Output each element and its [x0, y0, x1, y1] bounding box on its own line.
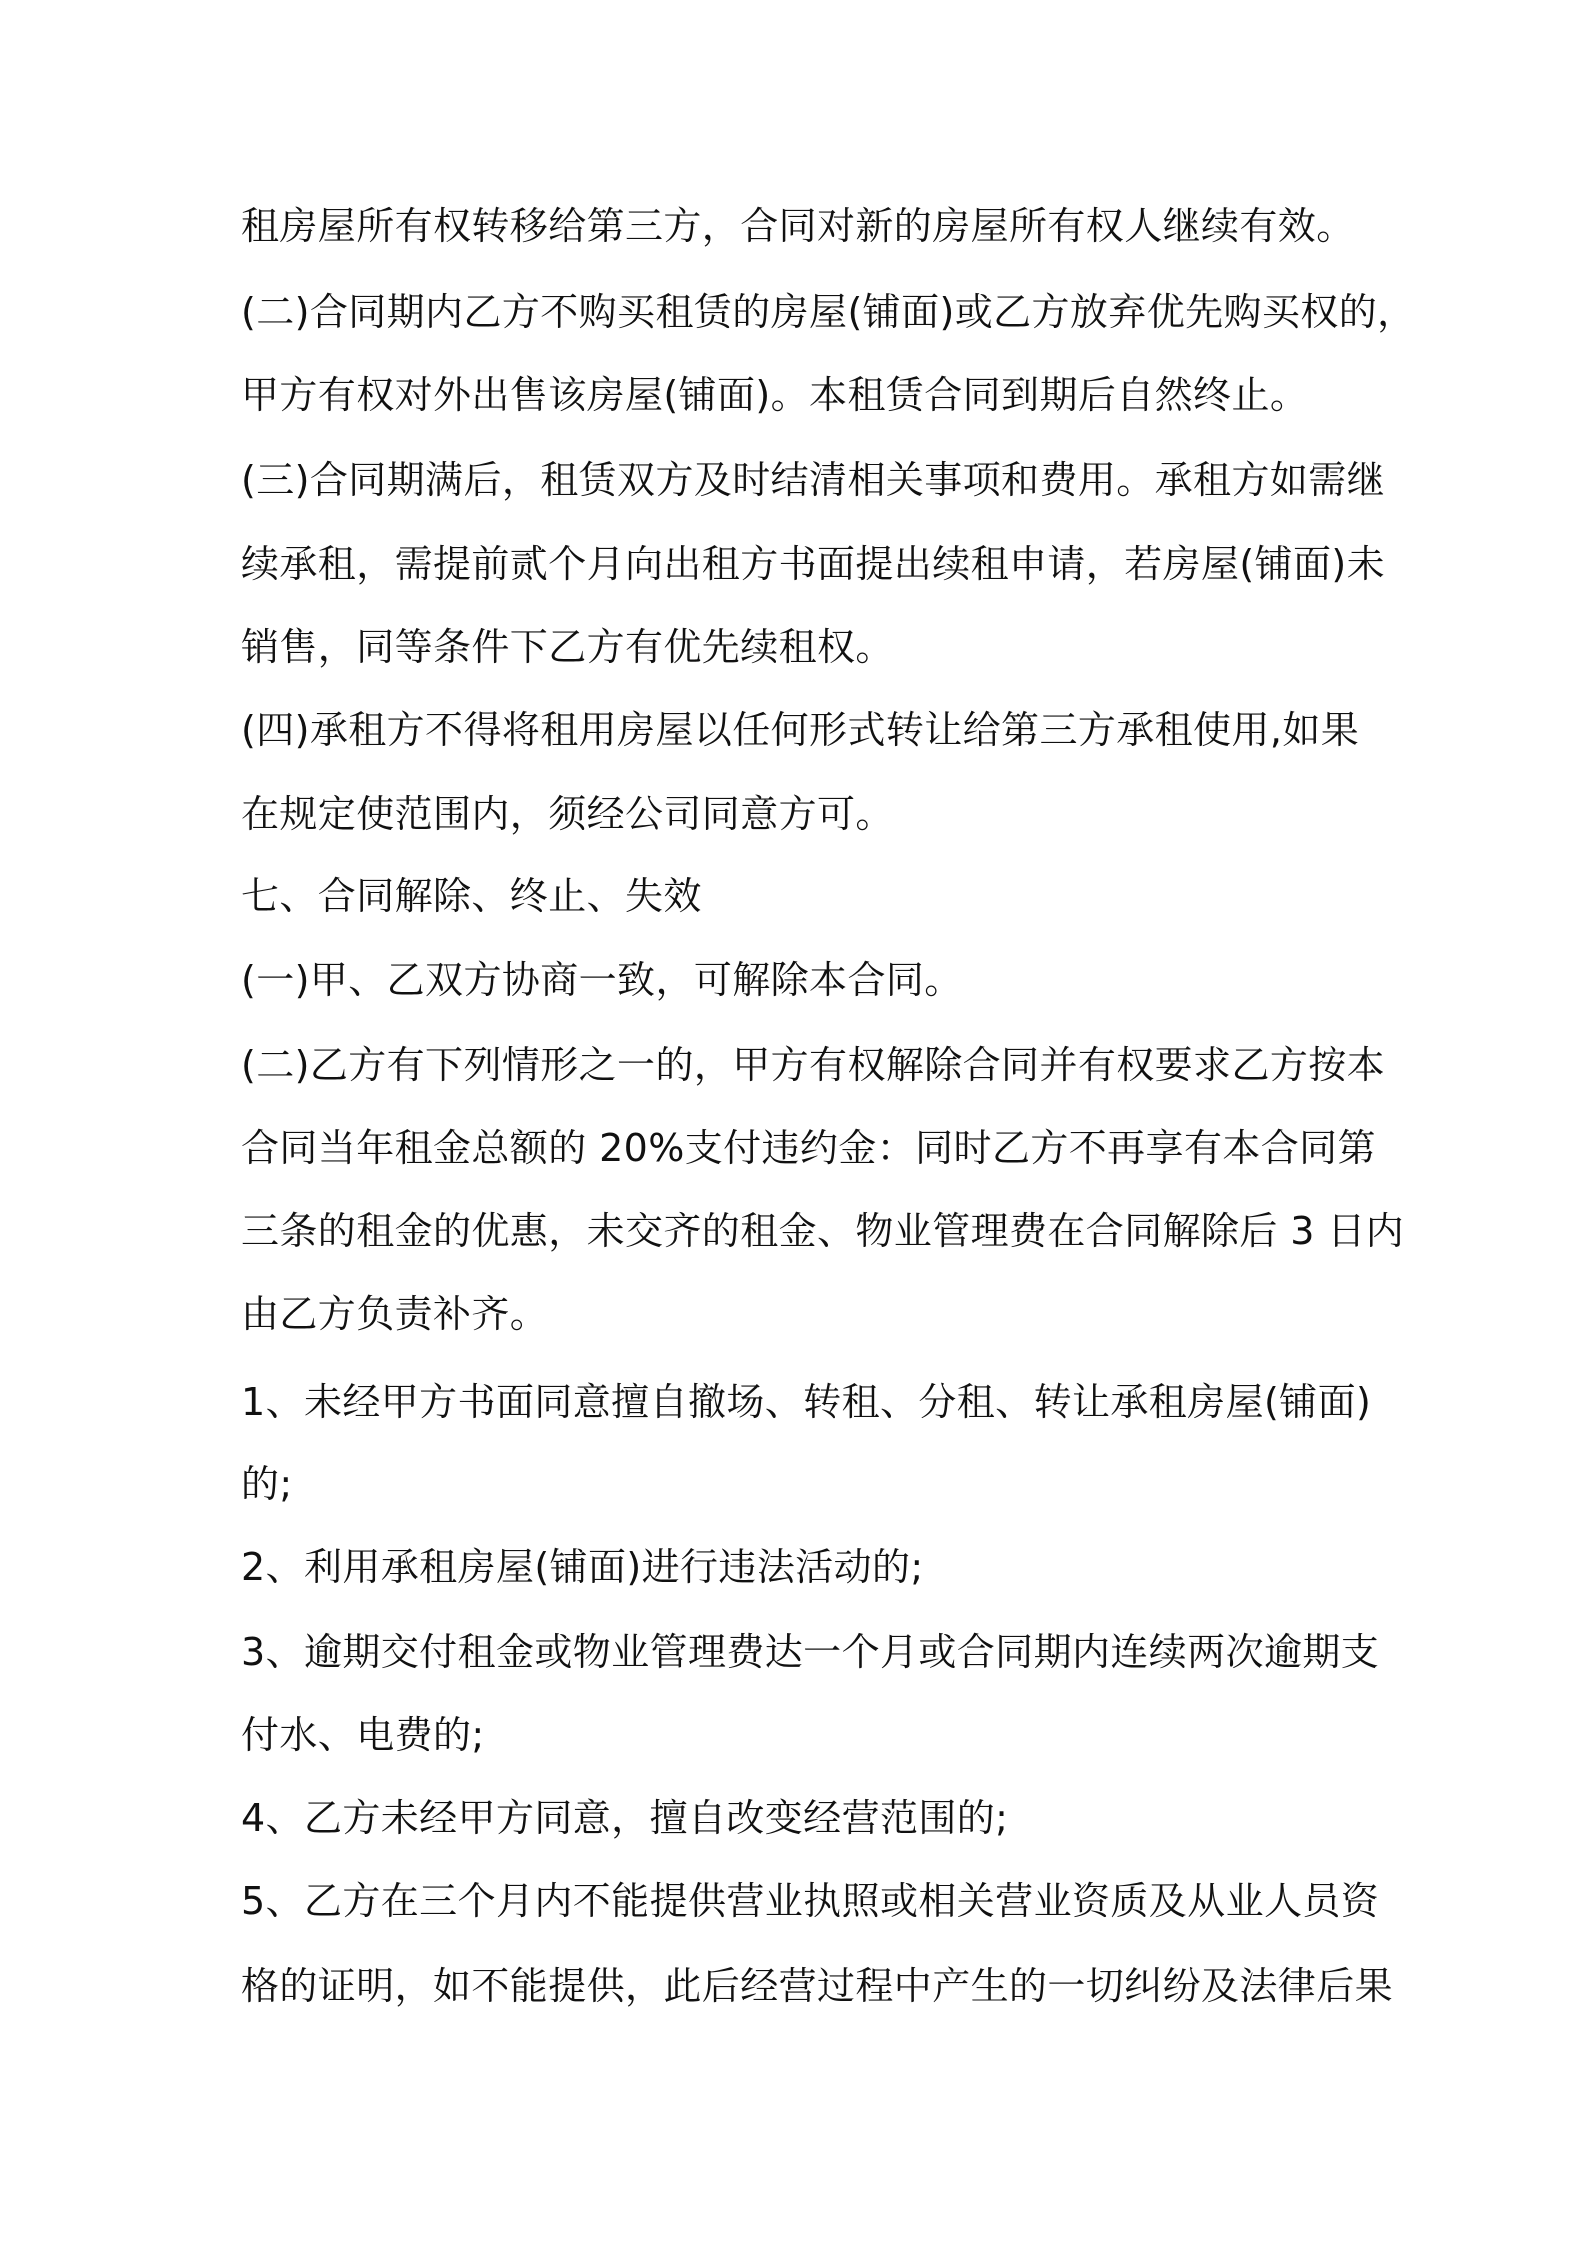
text-line: (一)甲、乙双方协商一致，可解除本合同。	[241, 958, 963, 1002]
text-line: 付水、电费的;	[241, 1713, 485, 1757]
text-line: 2、利用承租房屋(铺面)进行违法活动的;	[241, 1545, 924, 1589]
text-line: 租房屋所有权转移给第三方，合同对新的房屋所有权人继续有效。	[241, 204, 1355, 248]
text-line: (二)合同期内乙方不购买租赁的房屋(铺面)或乙方放弃优先购买权的，	[241, 290, 1416, 334]
text-line: 续承租，需提前贰个月向出租方书面提出续租申请，若房屋(铺面)未	[241, 542, 1386, 586]
text-line: (二)乙方有下列情形之一的，甲方有权解除合同并有权要求乙方按本	[241, 1043, 1386, 1087]
text-line: 3、逾期交付租金或物业管理费达一个月或合同期内连续两次逾期支	[241, 1630, 1380, 1674]
text-line: 三条的租金的优惠，未交齐的租金、物业管理费在合同解除后 3 日内	[241, 1209, 1405, 1253]
text-line: 格的证明，如不能提供，此后经营过程中产生的一切纠纷及法律后果	[241, 1964, 1394, 2008]
section-heading: 七、合同解除、终止、失效	[241, 874, 702, 918]
text-line: 合同当年租金总额的 20%支付违约金：同时乙方不再享有本合同第	[241, 1126, 1376, 1170]
text-line: 5、乙方在三个月内不能提供营业执照或相关营业资质及从业人员资	[241, 1879, 1380, 1923]
text-line: 在规定使范围内，须经公司同意方可。	[241, 792, 894, 836]
text-line: 甲方有权对外出售该房屋(铺面)。本租赁合同到期后自然终止。	[241, 373, 1309, 417]
text-line: (三)合同期满后，租赁双方及时结清相关事项和费用。承租方如需继	[241, 458, 1386, 502]
text-line: 的;	[241, 1462, 293, 1506]
text-line: 由乙方负责补齐。	[241, 1292, 549, 1336]
text-line: (四)承租方不得将租用房屋以任何形式转让给第三方承租使用,如果	[241, 708, 1360, 752]
text-line: 1、未经甲方书面同意擅自撤场、转租、分租、转让承租房屋(铺面)	[241, 1380, 1372, 1424]
text-line: 4、乙方未经甲方同意，擅自改变经营范围的;	[241, 1796, 1009, 1840]
text-line: 销售，同等条件下乙方有优先续租权。	[241, 625, 894, 669]
